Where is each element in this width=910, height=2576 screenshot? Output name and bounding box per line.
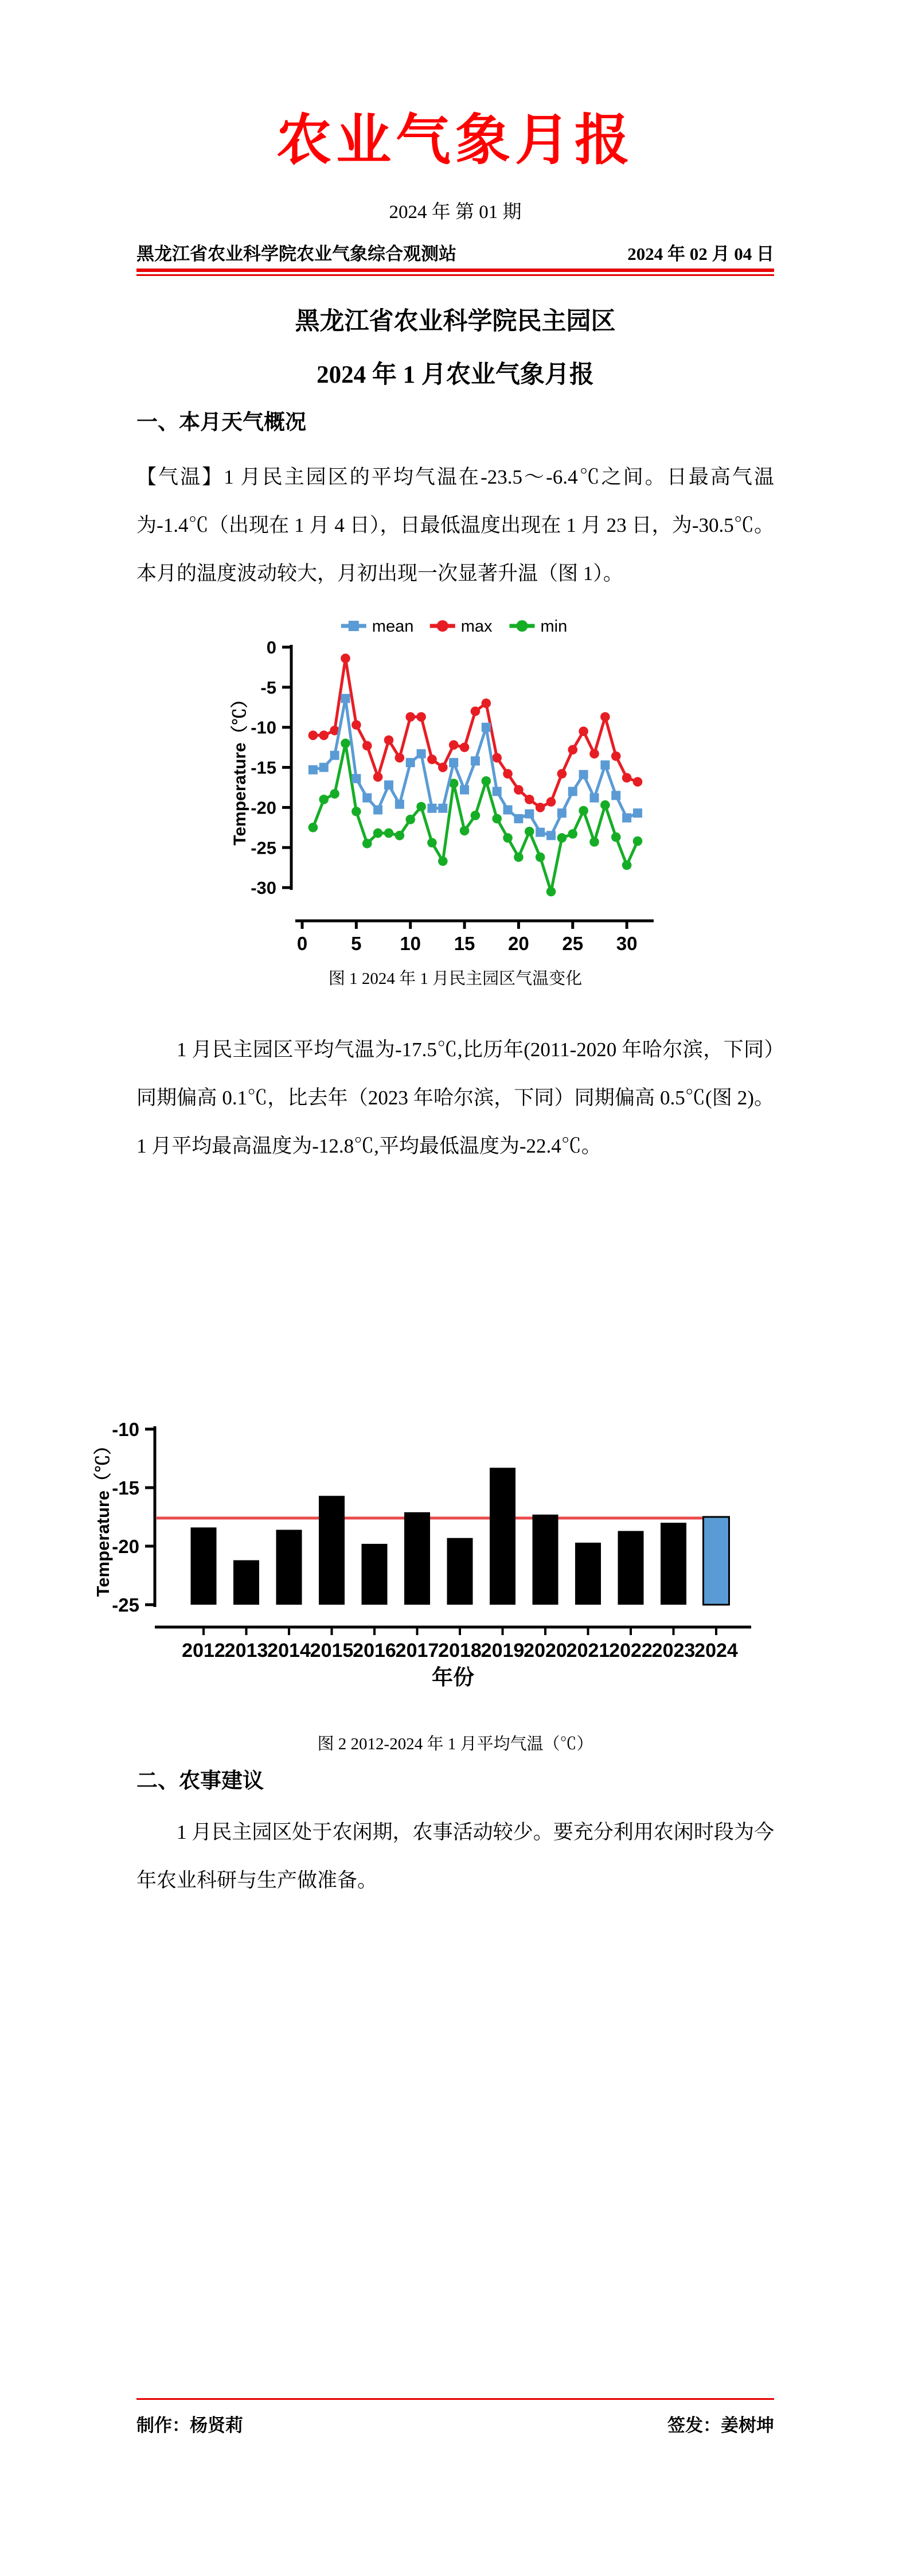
- fig1-y-tick-label: -5: [260, 677, 276, 698]
- issue-line: 2024 年 第 01 期: [389, 202, 522, 223]
- fig1-y-tick-label: -15: [251, 757, 276, 778]
- series-point-mean: [308, 765, 318, 775]
- series-point-mean: [351, 774, 361, 783]
- footer-rule: [136, 2398, 774, 2400]
- series-point-mean: [449, 758, 458, 767]
- fig1-x-tick-label: 5: [351, 933, 362, 954]
- footer-signer: 签发：姜树坤: [667, 2415, 774, 2435]
- series-point-mean: [589, 793, 599, 803]
- legend-label-mean: mean: [372, 617, 414, 636]
- series-point-min: [319, 795, 329, 804]
- issue-date: 2024 年 02 月 04 日: [627, 244, 774, 264]
- series-point-max: [503, 769, 513, 779]
- figure2-container: [86, 1400, 803, 1693]
- series-point-min: [351, 807, 361, 816]
- bar-2021: [575, 1543, 601, 1605]
- rule-thin: [136, 274, 774, 276]
- series-point-mean: [406, 758, 415, 767]
- series-point-min: [330, 789, 339, 799]
- bar-2019: [490, 1468, 515, 1605]
- series-point-mean: [536, 828, 545, 837]
- fig1-x-tick-label: 25: [562, 933, 584, 954]
- series-point-max: [384, 736, 394, 745]
- series-point-max: [427, 754, 437, 764]
- legend-marker-max: [437, 620, 448, 632]
- fig2-x-tick-label: 2023: [651, 1640, 696, 1661]
- series-point-max: [536, 803, 545, 812]
- fig2-x-tick-label: 2022: [609, 1640, 653, 1661]
- paragraph-advice: 1 月民主园区处于农闲期，农事活动较少。要充分利用农闲时段为今年农业科研与生产做准备。: [136, 1821, 774, 1892]
- series-point-min: [492, 814, 502, 824]
- paragraph-temperature: 【气温】1 月民主园区的平均气温在-23.5～-6.4℃之间。日最高气温为-1.4℃（出现在 1 月 4 日），日最低温度出现在 1 月 23 日，为-30.5℃。本月的温度波动较大，月初出现一次显著升温（图 1）。: [136, 466, 774, 585]
- series-point-mean: [460, 785, 469, 795]
- series-point-min: [362, 839, 372, 849]
- series-point-mean: [427, 804, 436, 813]
- series-point-mean: [579, 770, 588, 779]
- fig2-x-tick-label: 2012: [182, 1640, 225, 1661]
- legend-label-max: max: [460, 617, 493, 636]
- series-point-mean: [471, 756, 480, 765]
- footer-maker: 制作：杨贤莉: [136, 2415, 243, 2435]
- series-point-max: [460, 742, 470, 752]
- series-point-mean: [384, 780, 393, 789]
- series-point-max: [395, 753, 405, 762]
- fig2-x-tick-label: 2024: [694, 1640, 738, 1661]
- fig2-x-tick-label: 2014: [267, 1640, 311, 1661]
- legend-marker-mean: [349, 621, 359, 631]
- series-point-max: [438, 762, 448, 772]
- series-point-max: [633, 777, 643, 787]
- fig2-x-tick-label: 2017: [395, 1640, 439, 1661]
- fig1-y-tick-label: 0: [266, 637, 276, 657]
- series-point-max: [405, 712, 415, 722]
- series-point-mean: [319, 763, 329, 772]
- series-point-max: [308, 730, 318, 740]
- series-point-max: [416, 712, 426, 722]
- series-point-min: [481, 776, 491, 786]
- series-point-max: [351, 720, 361, 730]
- bar-2016: [362, 1544, 388, 1605]
- fig2-x-tick-label: 2021: [566, 1640, 610, 1661]
- bar-2023: [661, 1523, 686, 1605]
- series-point-mean: [600, 760, 610, 769]
- series-point-min: [622, 861, 632, 870]
- fig2-x-tick-label: 2015: [310, 1640, 354, 1661]
- series-point-mean: [611, 791, 620, 800]
- fig1-x-tick-label: 20: [508, 933, 529, 954]
- fig2-x-tick-label: 2020: [524, 1640, 567, 1661]
- series-point-min: [503, 833, 513, 843]
- paragraph-comparison: 1 月民主园区平均气温为-17.5℃,比历年(2011-2020 年哈尔滨，下同）同期偏高 0.1℃，比去年（2023 年哈尔滨，下同）同期偏高 0.5℃(图 2)。1 月平均最高温度为-12.8℃,平均最低温度为-22.4℃。: [136, 1038, 774, 1157]
- fig1-y-tick-label: -10: [251, 717, 276, 738]
- legend-marker-min: [516, 620, 528, 632]
- series-point-min: [633, 836, 643, 846]
- series-point-max: [449, 740, 459, 750]
- bar-2015: [319, 1496, 345, 1605]
- series-point-max: [600, 712, 610, 722]
- series-point-min: [589, 837, 599, 847]
- fig1-y-tick-label: -20: [251, 797, 276, 818]
- fig2-x-tick-label: 2019: [481, 1640, 525, 1661]
- doc-heading-line2: 2024 年 1 月农业气象月报: [317, 361, 594, 388]
- fig1-x-tick-label: 0: [296, 933, 308, 954]
- series-point-min: [471, 811, 481, 820]
- series-point-max: [557, 769, 567, 779]
- report-title: 农业气象月报: [276, 110, 634, 171]
- series-point-mean: [557, 808, 567, 818]
- fig2-x-tick-label: 2013: [224, 1640, 268, 1661]
- fig2-x-tick-label: 2018: [438, 1640, 482, 1661]
- series-point-mean: [330, 751, 339, 760]
- series-point-max: [341, 653, 350, 663]
- bar-2018: [447, 1538, 473, 1605]
- doc-heading-line1: 黑龙江省农业科学院民主园区: [295, 308, 616, 335]
- fig2-x-tick-label: 2016: [353, 1640, 396, 1661]
- series-point-max: [514, 785, 524, 795]
- section2-heading: 二、农事建议: [136, 1769, 264, 1793]
- fig1-y-axis-label: Temperature（℃）: [231, 691, 249, 846]
- bar-2022: [618, 1531, 644, 1605]
- series-point-max: [525, 795, 534, 804]
- series-point-min: [384, 828, 394, 838]
- series-point-mean: [395, 800, 404, 809]
- series-point-min: [460, 826, 470, 836]
- series-point-min: [405, 815, 415, 824]
- series-point-max: [471, 706, 481, 716]
- fig2-y-tick-label: -25: [112, 1594, 139, 1616]
- series-point-max: [611, 752, 621, 761]
- fig2-caption: 图 2 2012-2024 年 1 月平均气温（℃）: [317, 1735, 593, 1753]
- masthead-double-rule: [136, 269, 774, 276]
- series-point-min: [514, 853, 524, 862]
- fig1-x-tick-label: 30: [616, 933, 638, 954]
- series-point-min: [427, 838, 437, 848]
- series-point-min: [536, 853, 545, 862]
- series-point-mean: [362, 793, 372, 803]
- series-point-min: [600, 800, 610, 810]
- series-point-min: [373, 828, 383, 838]
- series-point-min: [579, 806, 588, 816]
- fig2-y-tick-label: -20: [112, 1536, 139, 1557]
- bar-2017: [404, 1512, 430, 1605]
- fig2-bar-chart: [86, 1400, 803, 1693]
- series-point-max: [579, 726, 588, 736]
- legend-label-min: min: [540, 617, 568, 636]
- series-point-max: [373, 772, 383, 782]
- series-point-mean: [482, 723, 491, 732]
- series-point-max: [481, 698, 491, 708]
- fig1-line-chart: [222, 607, 687, 963]
- rule-thick: [136, 269, 774, 272]
- series-point-mean: [341, 694, 350, 703]
- bar-2013: [233, 1560, 259, 1605]
- series-point-max: [622, 773, 632, 783]
- series-point-min: [416, 802, 426, 812]
- fig2-y-tick-label: -15: [112, 1477, 139, 1499]
- fig1-caption: 图 1 2024 年 1 月民主园区气温变化: [328, 970, 583, 988]
- series-point-mean: [622, 814, 631, 823]
- bar-2014: [276, 1530, 302, 1605]
- fig2-y-tick-label: -10: [112, 1419, 139, 1440]
- series-point-max: [546, 797, 556, 807]
- section1-heading: 一、本月天气概况: [136, 411, 306, 434]
- series-point-mean: [525, 810, 534, 819]
- bar-2020: [533, 1515, 559, 1605]
- series-point-max: [319, 730, 329, 740]
- series-point-max: [362, 741, 372, 751]
- series-point-min: [438, 857, 448, 866]
- series-point-mean: [503, 806, 513, 815]
- series-point-mean: [373, 806, 382, 815]
- series-point-max: [589, 749, 599, 759]
- fig2-x-axis-label: 年份: [432, 1666, 474, 1689]
- series-point-min: [557, 833, 567, 843]
- fig1-y-tick-label: -30: [251, 878, 276, 898]
- station-name: 黑龙江省农业科学院农业气象综合观测站: [136, 244, 456, 264]
- series-point-mean: [546, 831, 556, 840]
- series-point-max: [492, 753, 502, 762]
- masthead-row: [136, 243, 774, 265]
- series-point-min: [341, 738, 350, 748]
- series-point-mean: [514, 814, 523, 823]
- series-point-min: [308, 823, 318, 832]
- fig1-x-tick-label: 15: [454, 933, 475, 954]
- series-point-min: [568, 829, 577, 839]
- fig1-y-tick-label: -25: [251, 838, 276, 858]
- fig2-y-axis-label: Temperature（℃）: [93, 1437, 113, 1597]
- footer-row: [136, 2414, 774, 2437]
- series-point-min: [395, 831, 405, 840]
- series-point-min: [546, 887, 556, 897]
- series-point-mean: [633, 808, 642, 818]
- fig1-x-tick-label: 10: [400, 933, 421, 954]
- series-point-min: [525, 827, 534, 836]
- series-point-mean: [438, 804, 447, 813]
- series-point-mean: [417, 749, 426, 758]
- series-point-max: [568, 745, 577, 755]
- series-point-mean: [493, 787, 502, 796]
- bar-2024: [704, 1517, 729, 1605]
- bar-2012: [191, 1527, 217, 1605]
- series-point-min: [611, 832, 621, 842]
- figure1-container: [222, 607, 687, 963]
- series-point-mean: [568, 787, 577, 796]
